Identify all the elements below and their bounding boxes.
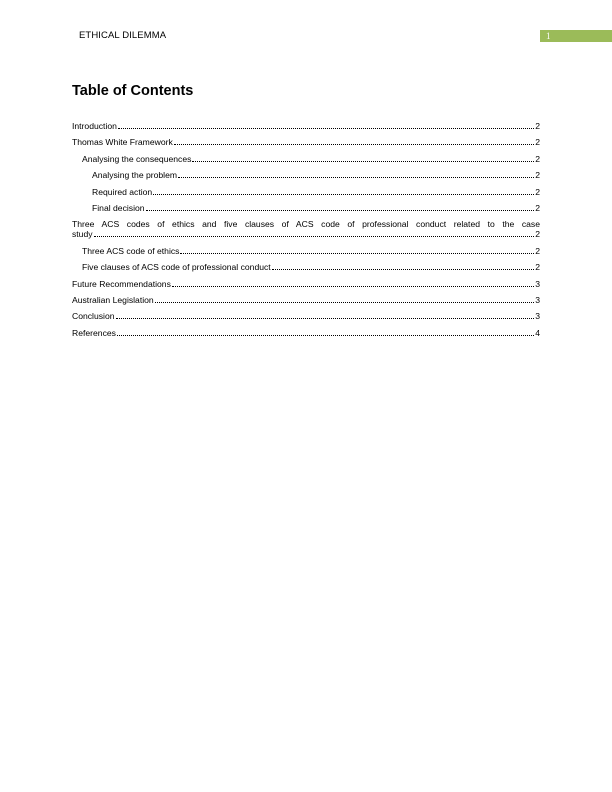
toc-entry-page: 4 <box>535 327 540 338</box>
toc-entry-introduction[interactable] <box>72 121 540 131</box>
toc-entry-page: 2 <box>535 202 540 213</box>
toc-entry-conclusion[interactable] <box>72 311 540 321</box>
dot-leader <box>116 311 535 319</box>
toc-entry-label: Introduction <box>72 121 117 131</box>
toc-entry-page: 2 <box>535 137 540 148</box>
dot-leader <box>174 137 534 145</box>
toc-entry-page: 2 <box>535 229 540 240</box>
toc-entry-thomas-white-framework[interactable] <box>72 137 540 147</box>
page-number-badge: 1 <box>540 30 612 42</box>
dot-leader <box>117 328 534 336</box>
toc-entry-future-recommendations[interactable] <box>72 279 540 289</box>
toc-entry-acs-codes[interactable] <box>72 219 540 239</box>
toc-entry-label-line2: study <box>72 229 93 240</box>
dot-leader <box>178 170 534 178</box>
toc-entry-analysing-consequences[interactable] <box>72 154 540 164</box>
dot-leader <box>118 121 534 129</box>
dot-leader <box>172 279 534 287</box>
toc-entry-page: 3 <box>535 311 540 322</box>
toc-entry-label: Conclusion <box>72 311 115 322</box>
toc-entry-references[interactable] <box>72 328 540 338</box>
toc-entry-page: 2 <box>535 262 540 273</box>
toc-entry-label: Analysing the consequences <box>82 153 192 164</box>
toc-entry-label: Five clauses of ACS code of professional conduct <box>82 262 271 273</box>
toc-entry-australian-legislation[interactable] <box>72 295 540 305</box>
toc-entry-label: Future Recommendations <box>72 278 171 289</box>
toc-entry-label: Final decision <box>92 202 145 213</box>
dot-leader <box>155 295 535 303</box>
toc-entry-label-line1: Three ACS codes of ethics and five clauses of ACS code of professional conduct related to the case <box>72 219 540 230</box>
dot-leader <box>272 262 535 270</box>
dot-leader <box>146 203 535 211</box>
toc-entry-label: Thomas White Framework <box>72 137 173 148</box>
toc-entry-page: 2 <box>535 186 540 197</box>
toc-entry-page: 2 <box>535 121 540 131</box>
running-header-title: ETHICAL DILEMMA <box>79 30 167 41</box>
toc-entry-page: 2 <box>535 170 540 181</box>
toc-entry-five-clauses[interactable] <box>72 262 540 272</box>
toc-entry-page: 3 <box>535 278 540 289</box>
dot-leader <box>192 154 534 162</box>
table-of-contents <box>72 121 540 344</box>
dot-leader <box>153 187 534 195</box>
toc-entry-page: 2 <box>535 153 540 164</box>
toc-entry-three-acs-code[interactable] <box>72 246 540 256</box>
toc-entry-required-action[interactable] <box>72 187 540 197</box>
toc-entry-label: Analysing the problem <box>92 170 178 181</box>
toc-entry-page: 3 <box>535 294 540 305</box>
toc-entry-label: Three ACS code of ethics <box>82 245 180 256</box>
toc-heading: Table of Contents <box>72 83 194 99</box>
dot-leader <box>180 246 534 254</box>
dot-leader <box>94 229 535 237</box>
toc-entry-label: Australian Legislation <box>72 294 154 305</box>
toc-entry-analysing-problem[interactable] <box>72 170 540 180</box>
toc-entry-label: References <box>72 327 116 338</box>
toc-entry-label: Required action <box>92 186 153 197</box>
toc-entry-page: 2 <box>535 245 540 256</box>
toc-entry-final-decision[interactable] <box>72 203 540 213</box>
